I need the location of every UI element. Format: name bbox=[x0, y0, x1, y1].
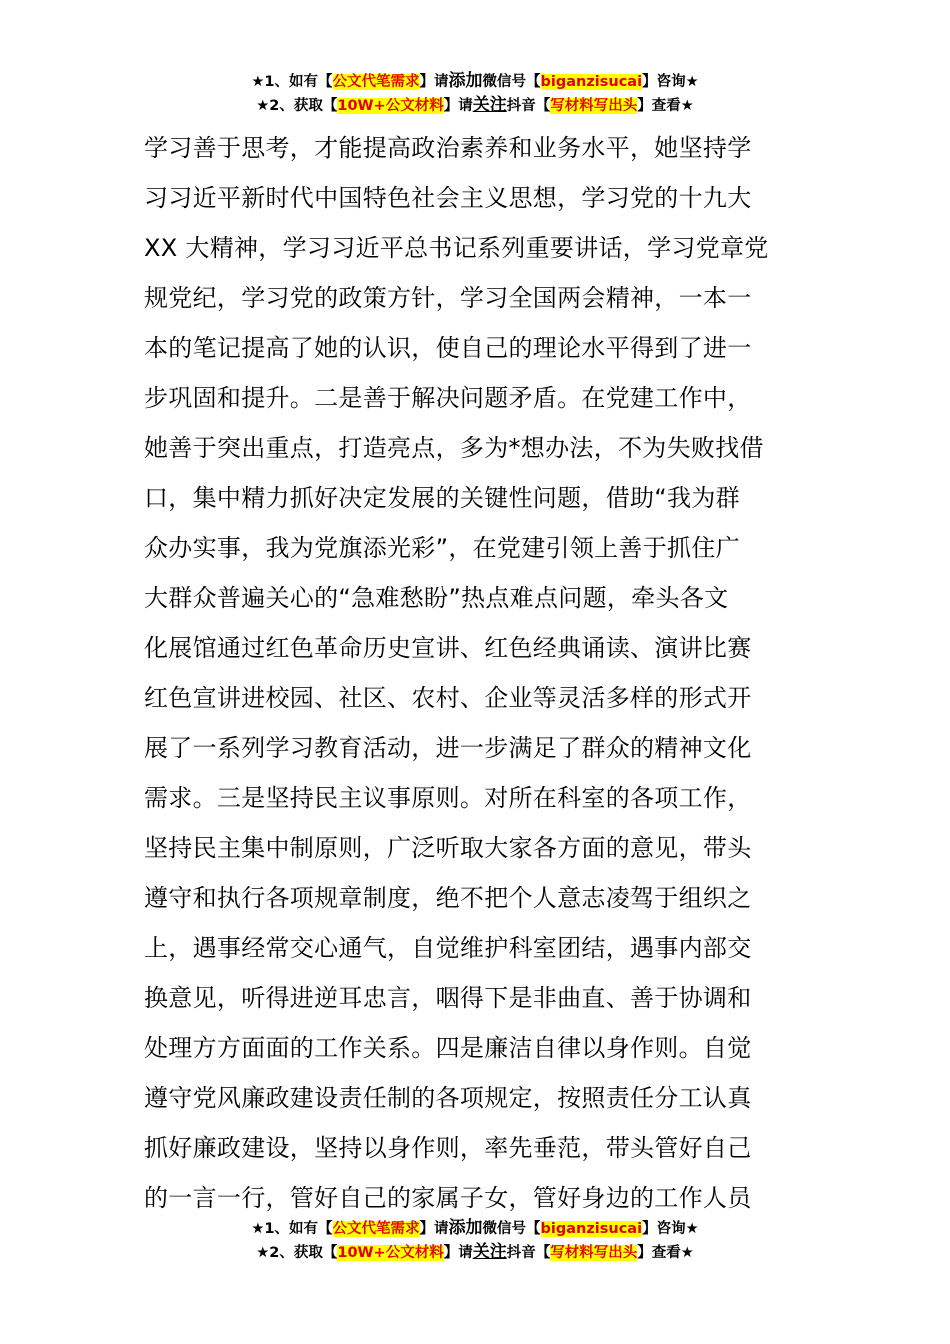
promo-line-1 bbox=[0, 1216, 950, 1240]
promo-text: 】咨询★ bbox=[642, 1221, 699, 1237]
body-line: 换意见，听得进逆耳忠言，咽得下是非曲直、善于协调和 bbox=[144, 984, 752, 1012]
body-line: 遵守党风廉政建设责任制的各项规定，按照责任分工认真 bbox=[144, 1084, 752, 1112]
promo-text: ★1、如有【 bbox=[251, 74, 333, 90]
promo-text: 微信号【 bbox=[482, 74, 541, 90]
promo-emphasis: 添加 bbox=[448, 71, 483, 91]
body-line: 习习近平新时代中国特色社会主义思想，学习党的十九大 bbox=[144, 184, 752, 212]
promo-highlight: 10W+公文材料 bbox=[337, 98, 444, 114]
body-line: 化展馆通过红色革命历史宣讲、红色经典诵读、演讲比赛 bbox=[144, 634, 752, 662]
body-line: 红色宣讲进校园、社区、农村、企业等灵活多样的形式开 bbox=[144, 684, 752, 712]
douyin-id-highlight: 写材料写出头 bbox=[550, 1245, 638, 1261]
body-line: 口，集中精力抓好决定发展的关键性问题，借助“我为群 bbox=[144, 484, 740, 512]
promo-text: 抖音【 bbox=[506, 98, 551, 114]
wechat-id-highlight: biganzisucai bbox=[540, 1221, 643, 1237]
promo-line-2 bbox=[0, 93, 950, 117]
promo-text: 】请 bbox=[419, 74, 449, 90]
body-line: 规党纪，学习党的政策方针，学习全国两会精神，一本一 bbox=[144, 284, 752, 312]
promo-line-1 bbox=[0, 69, 950, 93]
promo-highlight: 10W+公文材料 bbox=[337, 1245, 444, 1261]
promo-line-2 bbox=[0, 1240, 950, 1264]
body-line: XX 大精神，学习习近平总书记系列重要讲话，学习党章党 bbox=[144, 234, 769, 262]
body-line: 抓好廉政建设，坚持以身作则，率先垂范，带头管好自己 bbox=[144, 1134, 752, 1162]
body-line: 需求。三是坚持民主议事原则。对所在科室的各项工作， bbox=[144, 784, 752, 812]
promo-highlight: 公文代笔需求 bbox=[332, 1221, 420, 1237]
promo-text: 】请 bbox=[443, 98, 473, 114]
promo-text: 】查看★ bbox=[637, 1245, 694, 1261]
wechat-id-highlight: biganzisucai bbox=[540, 74, 643, 90]
body-line: 她善于突出重点，打造亮点，多为*想办法，不为失败找借 bbox=[144, 434, 764, 462]
promo-emphasis: 关注 bbox=[472, 95, 507, 115]
promo-text: 】请 bbox=[419, 1221, 449, 1237]
body-line: 学习善于思考，才能提高政治素养和业务水平，她坚持学 bbox=[144, 134, 752, 162]
promo-text: 】咨询★ bbox=[642, 74, 699, 90]
body-line: 展了一系列学习教育活动，进一步满足了群众的精神文化 bbox=[144, 734, 752, 762]
promo-text: 】请 bbox=[443, 1245, 473, 1261]
promo-banner-bottom bbox=[0, 1216, 950, 1264]
body-line: 本的笔记提高了她的认识，使自己的理论水平得到了进一 bbox=[144, 334, 752, 362]
body-line: 坚持民主集中制原则，广泛听取大家各方面的意见，带头 bbox=[144, 834, 752, 862]
body-line: 大群众普遍关心的“急难愁盼”热点难点问题，牵头各文 bbox=[144, 584, 729, 612]
promo-text: ★2、获取【 bbox=[256, 1245, 338, 1261]
body-line: 众办实事，我为党旗添光彩”，在党建引领上善于抓住广 bbox=[144, 534, 740, 562]
document-body bbox=[144, 123, 814, 1223]
body-line: 上，遇事经常交心通气，自觉维护科室团结，遇事内部交 bbox=[144, 934, 752, 962]
promo-emphasis: 关注 bbox=[472, 1242, 507, 1262]
promo-text: 抖音【 bbox=[506, 1245, 551, 1261]
promo-highlight: 公文代笔需求 bbox=[332, 74, 420, 90]
promo-emphasis: 添加 bbox=[448, 1218, 483, 1238]
promo-text: ★1、如有【 bbox=[251, 1221, 333, 1237]
body-line: 步巩固和提升。二是善于解决问题矛盾。在党建工作中， bbox=[144, 384, 752, 412]
douyin-id-highlight: 写材料写出头 bbox=[550, 98, 638, 114]
promo-text: 】查看★ bbox=[637, 98, 694, 114]
body-line: 处理方方面面的工作关系。四是廉洁自律以身作则。自觉 bbox=[144, 1034, 752, 1062]
body-line: 的一言一行，管好自己的家属子女，管好身边的工作人员 bbox=[144, 1184, 752, 1212]
promo-banner-top bbox=[0, 69, 950, 117]
promo-text: ★2、获取【 bbox=[256, 98, 338, 114]
promo-text: 微信号【 bbox=[482, 1221, 541, 1237]
body-line: 遵守和执行各项规章制度，绝不把个人意志凌驾于组织之 bbox=[144, 884, 752, 912]
